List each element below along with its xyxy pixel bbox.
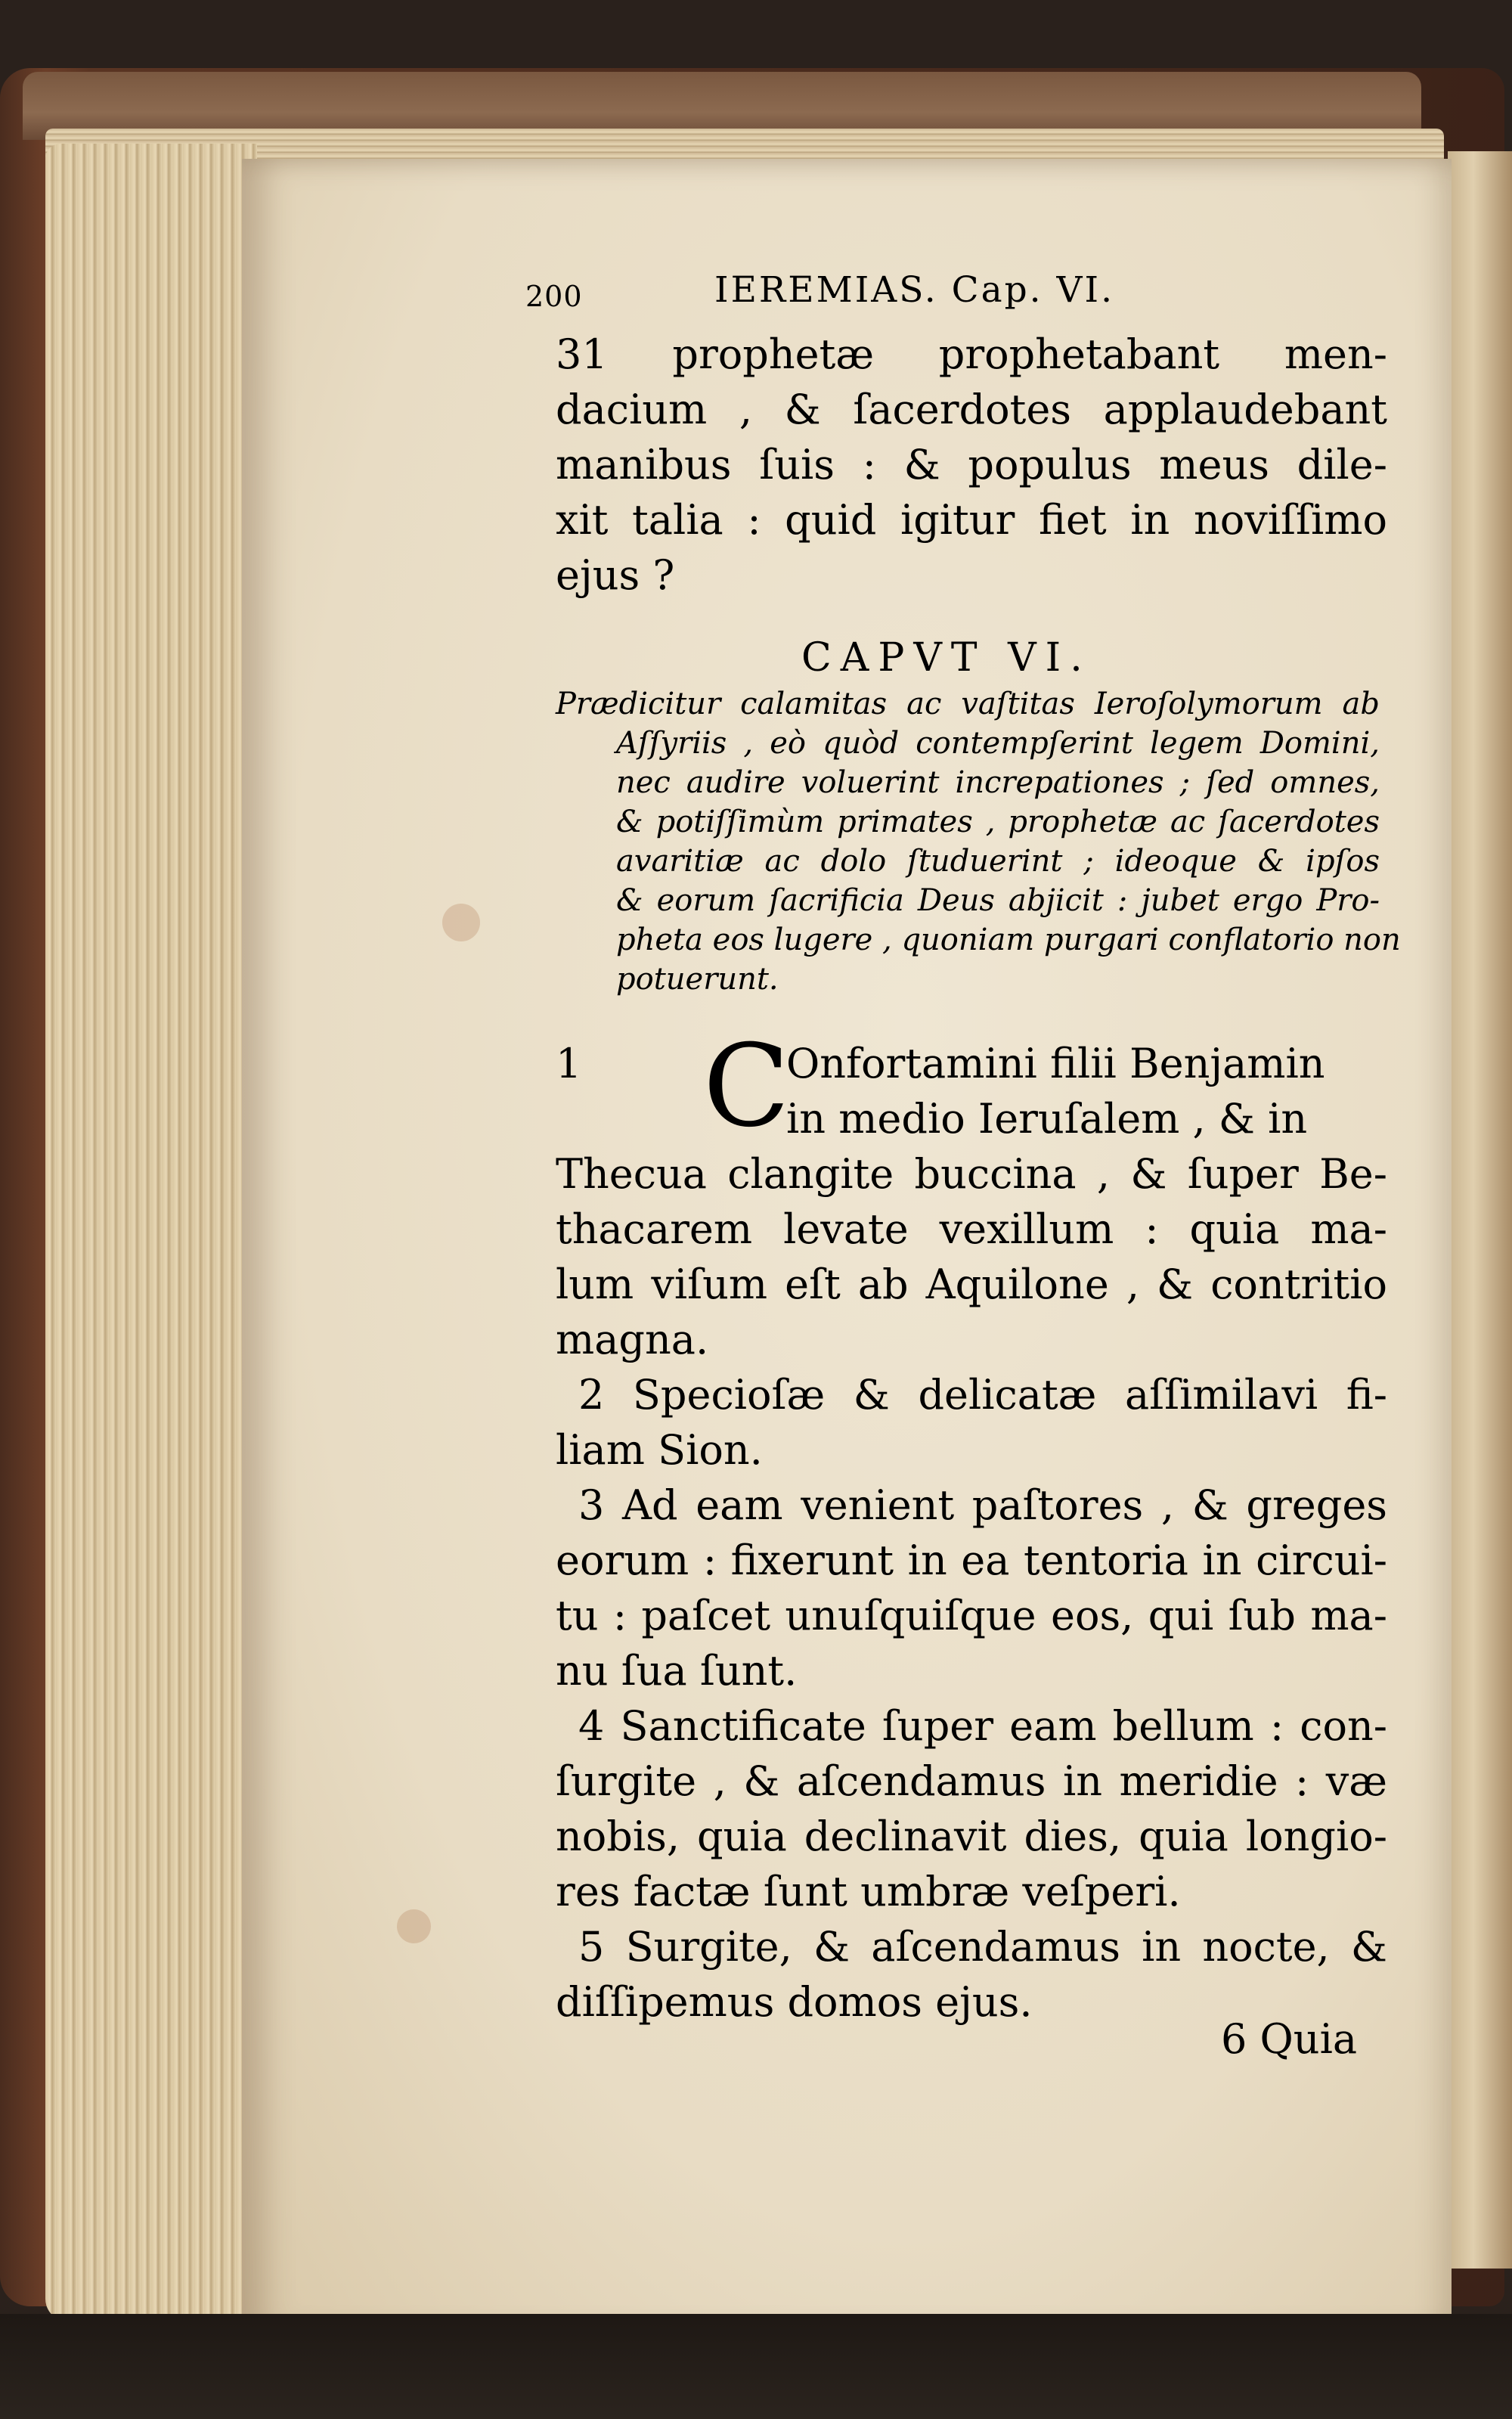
summary-line: & eorum ſacrificia Deus abjicit : jubet ergo Pro- [616,883,1380,918]
text-line: ejus ? [556,551,675,599]
summary-line: Prædicitur calamitas ac vaſtitas Ieroſolymorum ab [556,687,1380,721]
text-line: in medio Ieruſalem , & in [786,1095,1308,1143]
text-line: diſſipemus domos ejus. [556,1978,1033,2026]
text-line: tu : paſcet unuſquiſque eos, qui ſub ma- [556,1592,1387,1639]
text-line: 31 prophetæ prophetabant men- [556,330,1387,378]
running-head [525,269,1387,322]
verse-31-block [556,327,1387,603]
chapter-summary [556,684,1401,999]
text-line: 5 Surgite, & aſcendamus in nocte, & [578,1923,1387,1971]
right-page-edge [1448,151,1512,2269]
drop-cap: C [703,1021,790,1152]
summary-line: & potiſſimùm primates , prophetæ ac ſacerdotes [616,805,1380,839]
text-line: res factæ ſunt umbræ veſperi. [556,1868,1181,1915]
chapter-heading: CAPVT VI. [801,635,1092,681]
catchword: 6 Quia [1221,2015,1358,2063]
text-line: nu ſua ſunt. [556,1647,798,1695]
text-line: 3 Ad eam venient paſtores , & greges [578,1481,1387,1529]
text-line: ſurgite , & aſcendamus in meridie : væ [556,1757,1387,1805]
verse-1-line-1 [556,1036,1387,1091]
page-number: 200 [525,280,583,313]
text-line: manibus ſuis : & populus meus dile- [556,441,1387,488]
text-line: thacarem levate vexillum : quia ma- [556,1205,1387,1253]
text-line: xit talia : quid igitur fiet in noviſſimo [556,496,1387,544]
text-line: liam Sion. [556,1426,763,1474]
summary-line: avaritiæ ac dolo ſtuduerint ; ideoque & ipſos [616,844,1380,879]
stain [442,904,480,941]
text-line: Thecua clangite buccina , & ſuper Be- [556,1150,1387,1198]
summary-line: nec audire voluerint increpationes ; ſed omnes, [616,765,1380,800]
left-page-edges [45,144,257,2321]
verses-block [556,1021,1387,2030]
text-line: eorum : fixerunt in ea tentoria in circui- [556,1537,1387,1584]
verse-1-line-2 [556,1091,1387,1146]
text-line: magna. [556,1316,709,1363]
text-line: dacium , & ſacerdotes applaudebant [556,386,1387,433]
running-title: IEREMIAS. Cap. VI. [714,269,1115,311]
background-shadow [0,2314,1512,2419]
summary-line: potuerunt. [616,962,779,997]
text-line: 4 Sanctificate ſuper eam bellum : con- [578,1702,1387,1750]
text-line: nobis, quia declinavit dies, quia longio- [556,1813,1387,1860]
verse-number: 1 [556,1040,582,1087]
summary-line: pheta eos lugere , quoniam purgari conflatorio non [616,923,1401,957]
text-line: Onfortamini filii Benjamin [786,1040,1325,1087]
summary-line: Aſſyriis , eò quòd contempſerint legem Domini, [616,726,1380,761]
text-line: lum viſum eſt ab Aquilone , & contritio [556,1261,1387,1308]
text-line: 2 Specioſæ & delicatæ aſſimilavi fi- [578,1371,1387,1419]
stain [397,1909,431,1943]
